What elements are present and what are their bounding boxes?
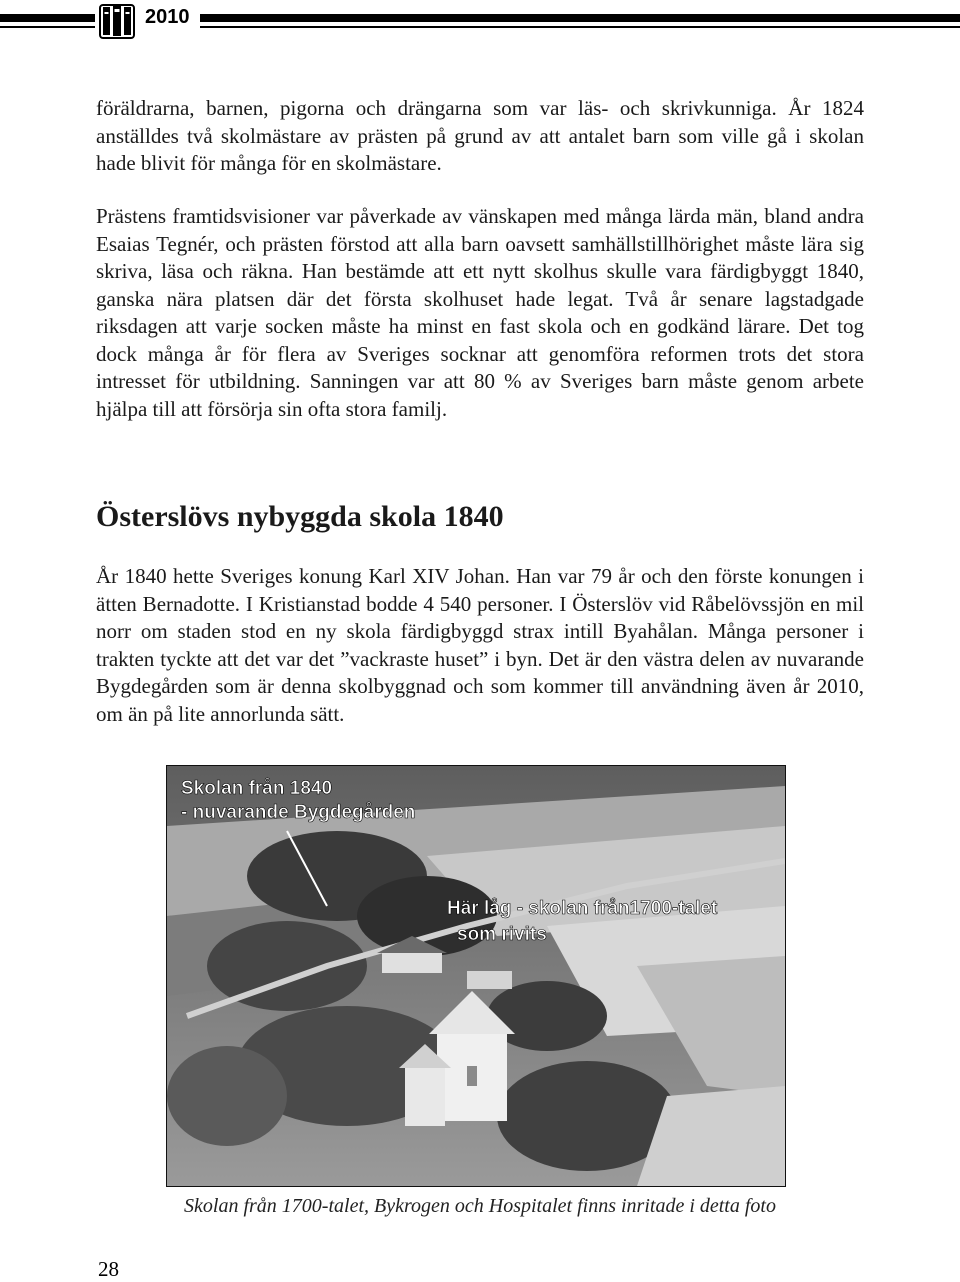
- section-heading: Österslövs nybyggda skola 1840: [96, 500, 504, 533]
- photo-caption: Skolan från 1700-talet, Bykrogen och Hospitalet finns inritade i detta foto: [184, 1195, 776, 1217]
- body-paragraph: [96, 95, 864, 178]
- book-emblem-icon: [99, 1, 135, 39]
- page-number: 28: [98, 1257, 119, 1281]
- paragraph-text: Prästens framtidsvisioner var påverkade av vänskapen med många lärda män, bland andra Esaias Tegnér, och prästen förstod att alla barn oavsett samhällstillhörighet måste lära sig skriva, läsa och räkna. Han bestämde att ett nytt skolhus skulle vara färdigbyggt 1840, ganska nära platsen där det första skolhuset hade legat. Två år senare lagstadgade riksdagen att varje socken måste ha minst en fast skola och en godkänd lärare. Det tog dock många år för flera av Sveriges socknar att genomföra reformen trots det stora intresset för utbildning. Sanningen var att 80 % av Sveriges barn måste genom arbete hjälpa till att försörja sin ofta stora familj.: [96, 204, 864, 421]
- header-rule-left-thin: [0, 26, 95, 28]
- photo-label-2-line1: Här låg - skolan från1700-talet: [447, 898, 718, 919]
- aerial-photo: [166, 765, 786, 1187]
- header-rule-right: [200, 14, 960, 22]
- paragraph-text: föräldrarna, barnen, pigorna och drängarna som var läs- och skrivkunniga. År 1824 anställdes två skolmästare av prästen på grund av att antalet barn som ville gå i skolan hade blivit för många för en skolmästare.: [96, 96, 864, 175]
- header-rule-left: [0, 14, 95, 22]
- paragraph-text: År 1840 hette Sveriges konung Karl XIV Johan. Han var 79 år och den förste konungen i ätten Bernadotte. I Kristianstad bodde 4 540 personer. I Österslöv vid Råbelövssjön en mil norr om staden stod en ny skola färdigbyggd strax intill Byahålan. Många personer i trakten tyckte att det var det ”vackraste huset” i byn. Det är den västra delen av nuvarande Bygdegården som är denna skolbyggnad och som kommer till användning även år 2010, om än på lite annorlunda sätt.: [96, 564, 864, 726]
- photo-label-1-line1: Skolan från 1840: [181, 778, 333, 799]
- page-header: [0, 0, 960, 40]
- body-paragraph: [96, 563, 864, 728]
- header-year: 2010: [145, 6, 190, 28]
- header-rule-right-thin: [200, 26, 960, 28]
- photo-label-1-line2: - nuvarande Bygdegården: [181, 802, 416, 823]
- body-paragraph: [96, 203, 864, 423]
- photo-label-2-line2: som rivits: [457, 924, 547, 945]
